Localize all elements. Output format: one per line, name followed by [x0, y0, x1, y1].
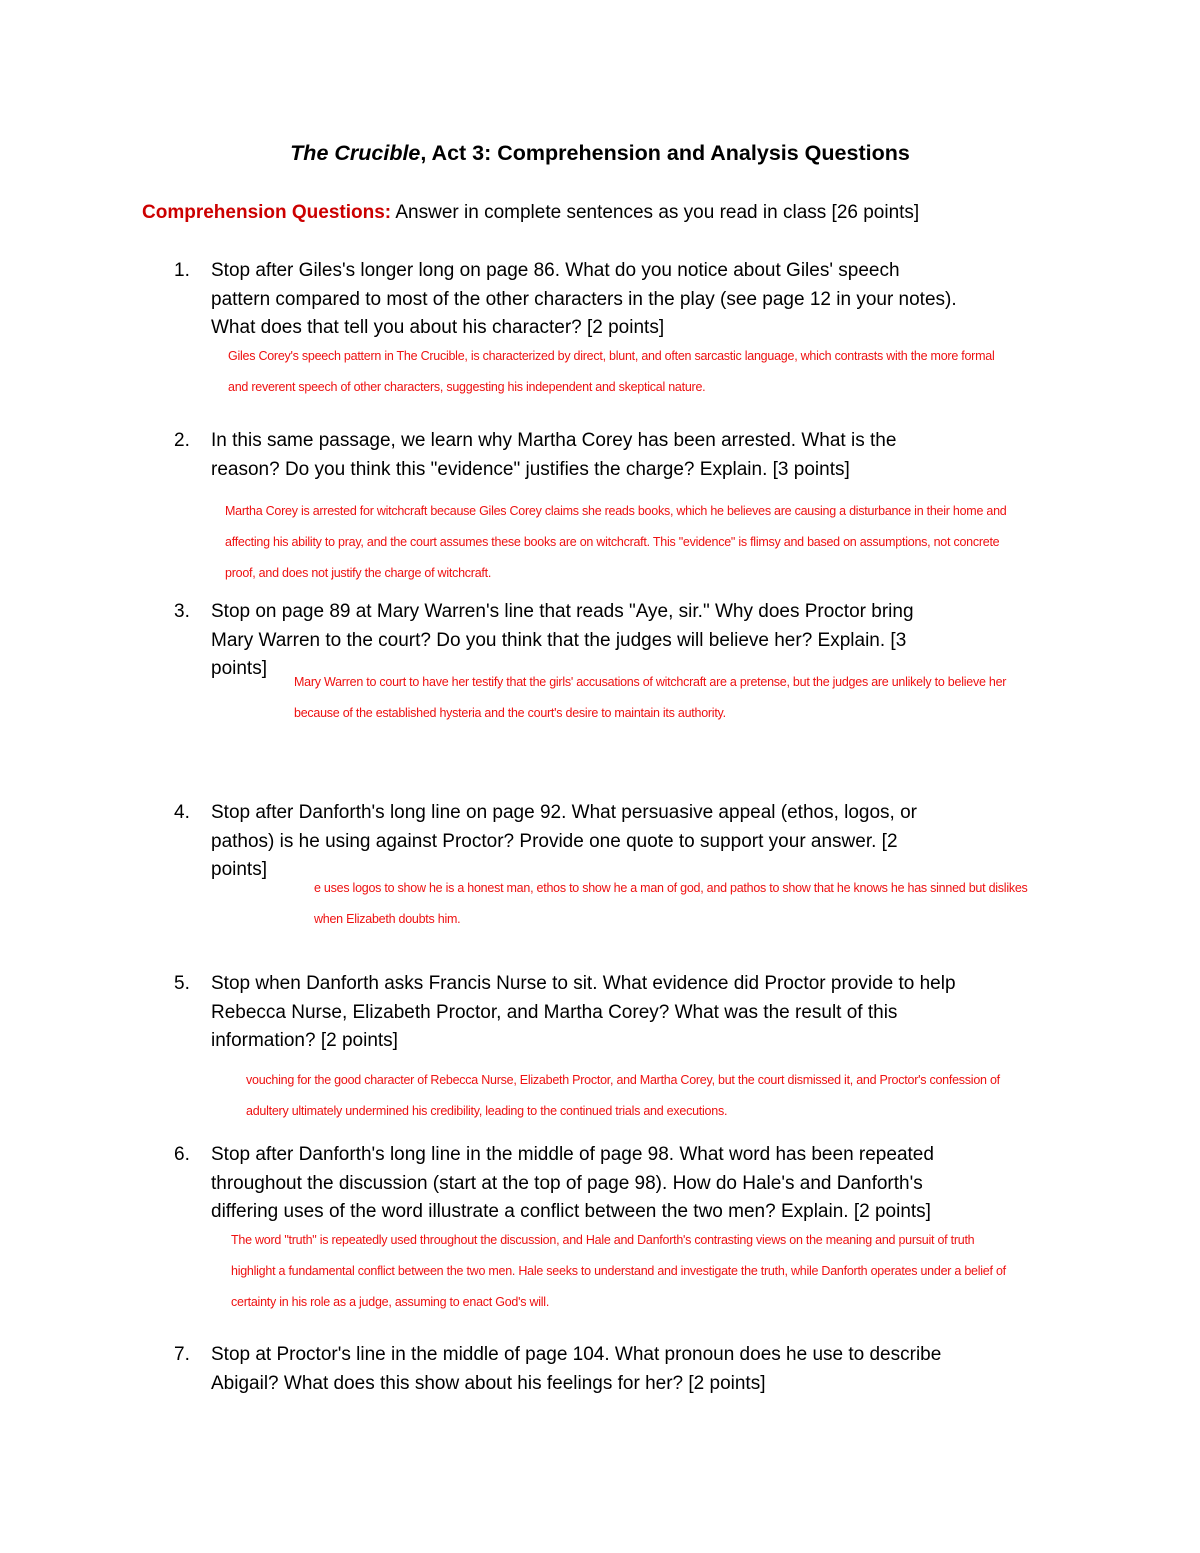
title-italic: The Crucible [290, 141, 421, 165]
question-number: 3. [174, 601, 190, 622]
answer-line: Mary Warren to court to have her testify that the girls' accusations of witchcraft are a pretense, but the judges are unlikely to believe her [294, 675, 1007, 689]
answer-line: Giles Corey's speech pattern in The Crucible, is characterized by direct, blunt, and often sarcastic language, which contrasts with the more formal [228, 349, 995, 363]
answer-line: proof, and does not justify the charge of witchcraft. [225, 566, 492, 580]
answer-text [231, 1225, 1006, 1318]
question-text: Stop on page 89 at Mary Warren's line that reads "Aye, sir." Why does Proctor bring Mary Warren to the court? Do you think that the judges will believe her? Explain. [3 points] [211, 601, 914, 679]
answer-text [246, 1065, 1000, 1127]
question-number: 4. [174, 802, 190, 823]
answer-line: and reverent speech of other characters, suggesting his independent and skeptical nature. [228, 380, 706, 394]
question-text: Stop when Danforth asks Francis Nurse to sit. What evidence did Proctor provide to help Rebecca Nurse, Elizabeth Proctor, and Martha Corey? What was the result of this information? [2 points] [211, 973, 956, 1051]
answer-line: when Elizabeth doubts him. [314, 912, 461, 926]
question-text: Stop after Danforth's long line on page 92. What persuasive appeal (ethos, logos, or pathos) is he using against Proctor? Provide one quote to support your answer. [2 points] [211, 802, 918, 880]
answer-text [228, 341, 995, 403]
answer-line: Martha Corey is arrested for witchcraft because Giles Corey claims she reads books, which he believes are causing a disturbance in their home and [225, 504, 1007, 518]
question-number: 6. [174, 1144, 190, 1165]
answer-line: highlight a fundamental conflict between the two men. Hale seeks to understand and investigate the truth, while Danforth operates under a belief of [231, 1264, 1006, 1278]
question-text: Stop at Proctor's line in the middle of page 104. What pronoun does he use to describe Abigail? What does this show about his feelings for her? [2 points] [211, 1344, 942, 1394]
page-title [0, 141, 1200, 166]
question-text: Stop after Giles's longer long on page 86. What do you notice about Giles' speech pattern compared to most of the other characters in the play (see page 12 in your notes). What does that tell you about his character? [2 points] [211, 260, 957, 338]
answer-text [225, 496, 1007, 589]
question-number: 1. [174, 260, 190, 281]
answer-line: adultery ultimately undermined his credibility, leading to the continued trials and executions. [246, 1104, 728, 1118]
answer-line: affecting his ability to pray, and the court assumes these books are on witchcraft. This "evidence" is flimsy and based on assumptions, not concrete [225, 535, 1000, 549]
answer-line: because of the established hysteria and the court's desire to maintain its authority. [294, 706, 726, 720]
answer-text [314, 873, 1028, 935]
title-rest: , Act 3: Comprehension and Analysis Questions [420, 141, 910, 165]
question-number: 7. [174, 1344, 190, 1365]
comprehension-header [142, 202, 919, 224]
answer-line: certainty in his role as a judge, assuming to enact God's will. [231, 1295, 550, 1309]
comprehension-label: Comprehension Questions: [142, 202, 392, 223]
answer-line: vouching for the good character of Rebecca Nurse, Elizabeth Proctor, and Martha Corey, but the court dismissed it, and Proctor's confession of [246, 1073, 1000, 1087]
question-text: In this same passage, we learn why Martha Corey has been arrested. What is the reason? Do you think this "evidence" justifies the charge? Explain. [3 points] [211, 430, 897, 480]
comprehension-instructions: Answer in complete sentences as you read in class [26 points] [391, 202, 920, 223]
question-number: 2. [174, 430, 190, 451]
answer-line: The word "truth" is repeatedly used throughout the discussion, and Hale and Danforth's contrasting views on the meaning and pursuit of truth [231, 1233, 975, 1247]
question-text: Stop after Danforth's long line in the middle of page 98. What word has been repeated throughout the discussion (start at the top of page 98). How do Hale's and Danforth's differing uses of the word illustrate a conflict between the two men? Explain. [2 points] [211, 1144, 934, 1222]
answer-line: e uses logos to show he is a honest man, ethos to show he a man of god, and pathos to show that he knows he has sinned but dislikes [314, 881, 1028, 895]
question-number: 5. [174, 973, 190, 994]
answer-text [294, 667, 1006, 729]
